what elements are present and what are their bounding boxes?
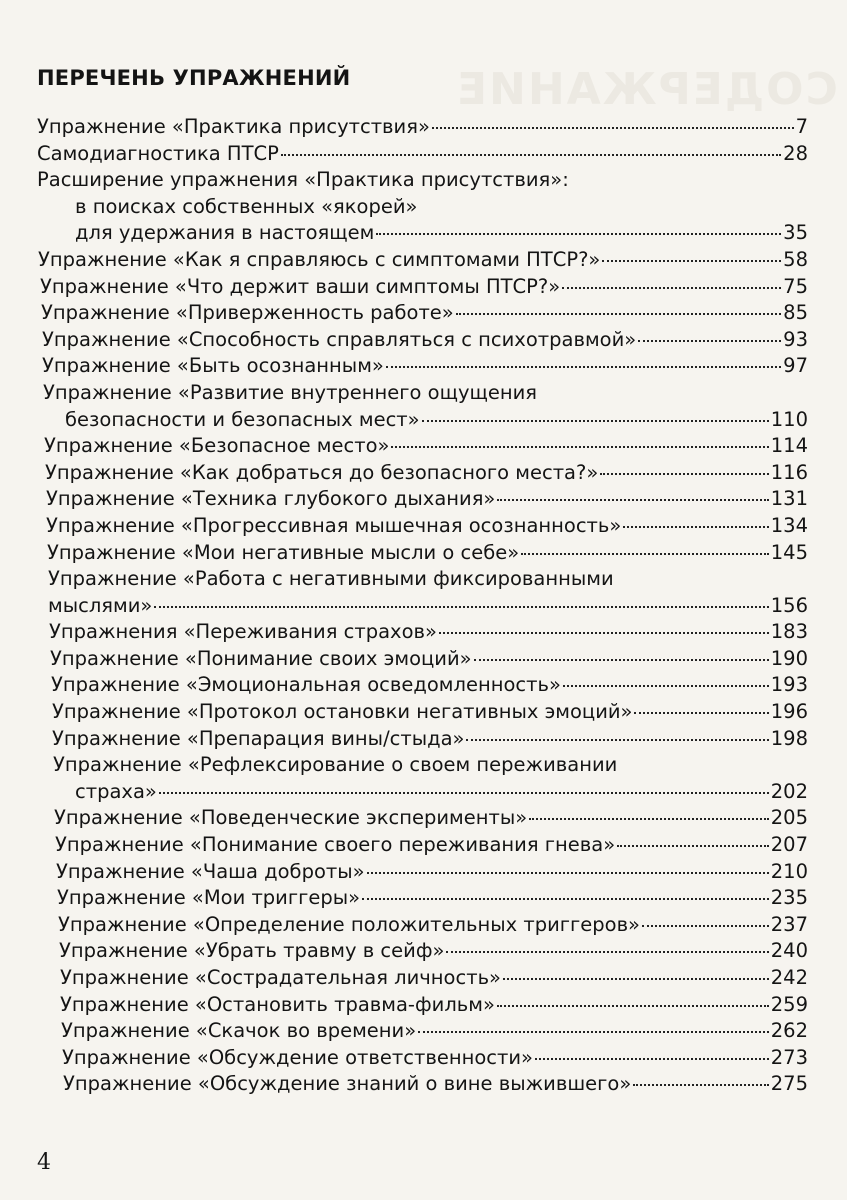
toc-entry-page: 259 [770, 992, 808, 1016]
toc-entry-page: 85 [783, 301, 808, 325]
toc-entry-page: 28 [783, 141, 808, 165]
toc-entry [43, 380, 808, 433]
dot-leader [446, 951, 768, 953]
toc-entry-title: Упражнение «Рефлексирование о своем переживании [53, 753, 618, 777]
toc-entry-title: Упражнение «Мои негативные мысли о себе» [47, 540, 520, 564]
toc-entry-title: Упражнение «Протокол остановки негативных эмоций» [52, 700, 633, 724]
toc-entry-page: 145 [770, 540, 808, 564]
toc-entry-title: безопасности и безопасных мест» [65, 407, 420, 431]
toc-entry [48, 566, 808, 619]
toc-entry-page: 198 [770, 726, 808, 750]
page-number: 4 [37, 1150, 51, 1175]
dot-leader [562, 287, 781, 289]
dot-leader [376, 233, 781, 235]
toc-entry-title: мыслями» [48, 593, 153, 617]
dot-leader [474, 659, 769, 661]
toc-entry [50, 646, 808, 673]
toc-entry-title: Упражнение «Определение положительных триггеров» [58, 912, 640, 936]
dot-leader [386, 366, 781, 368]
toc-entry-title: в поисках собственных «якорей» [75, 194, 418, 218]
dot-leader [563, 685, 769, 687]
dot-leader [638, 340, 781, 342]
toc-entry-title: Упражнение «Техника глубокого дыхания» [46, 487, 496, 511]
toc-entry-title: Упражнения «Переживания страхов» [49, 620, 437, 644]
toc-entry-page: 110 [770, 407, 808, 431]
toc-entry [55, 832, 808, 859]
toc-entry-title: Упражнение «Скачок во времени» [61, 1019, 417, 1043]
toc-entry-title: Упражнение «Обсуждение знаний о вине выжившего» [63, 1072, 632, 1096]
toc-entry-page: 35 [783, 221, 808, 245]
dot-leader [600, 473, 768, 475]
toc-entry [52, 726, 808, 753]
dot-leader [159, 792, 769, 794]
toc-entry-title: Упражнение «Поведенческие эксперименты» [54, 806, 528, 830]
toc-entry [47, 540, 808, 567]
toc-entry-title: Самодиагностика ПТСР [37, 141, 279, 165]
dot-leader [623, 526, 768, 528]
toc-entry-page: 75 [783, 274, 808, 298]
toc-entry [54, 805, 808, 832]
toc-entry [51, 672, 808, 699]
toc-entry-title: Упражнение «Быть осознанным» [42, 354, 384, 378]
toc-entry [45, 460, 808, 487]
toc-entry-page: 114 [770, 434, 808, 458]
toc-entry [46, 513, 808, 540]
toc-entry-page: 190 [770, 646, 808, 670]
toc-entry [58, 912, 808, 939]
toc-entry-page: 207 [770, 833, 808, 857]
toc-entry-page: 205 [770, 806, 808, 830]
toc-entry-title: Упражнение «Приверженность работе» [41, 301, 454, 325]
toc-entry-page: 240 [770, 939, 808, 963]
toc-entry [40, 274, 808, 301]
toc-entry-title: для удержания в настоящем [75, 221, 375, 245]
toc-entry-page: 202 [770, 779, 808, 803]
toc-entry-title: Упражнение «Препарация вины/стыда» [52, 726, 465, 750]
toc-entry [46, 486, 808, 513]
toc-entry-page: 134 [770, 513, 808, 537]
toc-entry [53, 752, 808, 805]
toc-entry-title: Упражнение «Безопасное место» [44, 434, 390, 458]
toc-entry [44, 433, 808, 460]
toc-entry [41, 300, 808, 327]
dot-leader [617, 845, 769, 847]
dot-leader [281, 154, 781, 156]
toc-entry-page: 275 [770, 1072, 808, 1096]
dot-leader [456, 313, 781, 315]
dot-leader [439, 632, 769, 634]
page-title: ПЕРЕЧЕНЬ УПРАЖНЕНИЙ [37, 66, 351, 90]
dot-leader [154, 606, 768, 608]
toc-entry [49, 619, 808, 646]
toc-entry-title: Упражнение «Работа с негативными фиксированными [48, 567, 614, 591]
toc-entry-title: Упражнение «Способность справляться с психотравмой» [42, 327, 637, 351]
toc-entry-title: Упражнение «Практика присутствия» [37, 115, 430, 138]
toc-entry-title: Упражнение «Понимание своего переживания гнева» [55, 833, 616, 857]
dot-leader [391, 446, 768, 448]
toc-entry [63, 1071, 808, 1098]
toc-entry-title: Упражнение «Развитие внутреннего ощущения [43, 380, 538, 404]
toc-entry-title: Упражнение «Остановить травма-фильм» [60, 992, 495, 1016]
toc-entry [60, 965, 808, 992]
toc-entry [42, 353, 808, 380]
toc-entry-page: 262 [770, 1019, 808, 1043]
toc-entry-page: 210 [770, 859, 808, 883]
toc-entry [37, 114, 808, 141]
dot-leader [422, 420, 769, 422]
toc-entry-title: Упражнение «Эмоциональная осведомленность» [51, 673, 561, 697]
toc-entry-page: 7 [795, 115, 808, 138]
toc-entry [56, 859, 808, 886]
dot-leader [642, 925, 769, 927]
toc-entry-title: Упражнение «Прогрессивная мышечная осознанность» [46, 513, 622, 537]
toc-entry-page: 93 [783, 327, 808, 351]
toc-entry-title: Упражнение «Обсуждение ответственности» [62, 1045, 533, 1069]
dot-leader [362, 898, 769, 900]
toc-entry [42, 327, 808, 354]
toc-entry [59, 938, 808, 965]
dot-leader [367, 872, 769, 874]
toc-entry [52, 699, 808, 726]
dot-leader [432, 127, 794, 129]
dot-leader [535, 1058, 769, 1060]
toc-entry-page: 58 [783, 247, 808, 271]
toc-entry-page: 183 [770, 620, 808, 644]
toc-entry [38, 247, 808, 274]
toc-entry-page: 235 [770, 886, 808, 910]
dot-leader [497, 499, 768, 501]
dot-leader [602, 260, 781, 262]
toc-entry-page: 116 [770, 460, 808, 484]
toc-entry [57, 885, 808, 912]
dot-leader [503, 978, 769, 980]
toc-entry-page: 156 [770, 593, 808, 617]
dot-leader [521, 553, 769, 555]
toc-entry-title: Упражнение «Как я справляюсь с симптомами ПТСР?» [38, 247, 601, 271]
dot-leader [497, 1005, 769, 1007]
toc-entry-title: Упражнение «Как добраться до безопасного места?» [45, 460, 599, 484]
toc-entry-page: 131 [770, 487, 808, 511]
toc-entry [60, 992, 808, 1019]
toc-entry-title: Упражнение «Убрать травму в сейф» [59, 939, 445, 963]
toc-entry [62, 1045, 808, 1072]
toc-entry [61, 1018, 808, 1045]
toc-entry-title: Упражнение «Чаша доброты» [56, 859, 365, 883]
dot-leader [418, 1031, 769, 1033]
toc-entry-page: 193 [770, 673, 808, 697]
dot-leader [634, 712, 768, 714]
toc-entry-page: 237 [770, 912, 808, 936]
toc-entry [37, 167, 808, 247]
dot-leader [466, 739, 768, 741]
exercise-list [0, 114, 847, 1098]
toc-entry [37, 141, 808, 168]
toc-entry-page: 242 [770, 966, 808, 989]
toc-entry-title: Упражнение «Что держит ваши симптомы ПТСР?» [40, 274, 561, 298]
toc-entry-title: Расширение упражнения «Практика присутствия»: [37, 168, 569, 192]
dot-leader [633, 1084, 768, 1086]
toc-entry-title: Упражнение «Сострадательная личность» [60, 966, 501, 989]
dot-leader [529, 818, 769, 820]
toc-entry-page: 273 [770, 1045, 808, 1069]
toc-entry-page: 196 [770, 700, 808, 724]
toc-entry-title: Упражнение «Понимание своих эмоций» [50, 646, 472, 670]
bleed-through-decoration: СОДЕРЖАНИЕ [455, 64, 838, 115]
toc-entry-title: страха» [75, 779, 157, 803]
toc-entry-page: 97 [783, 354, 808, 378]
toc-entry-title: Упражнение «Мои триггеры» [57, 886, 361, 910]
